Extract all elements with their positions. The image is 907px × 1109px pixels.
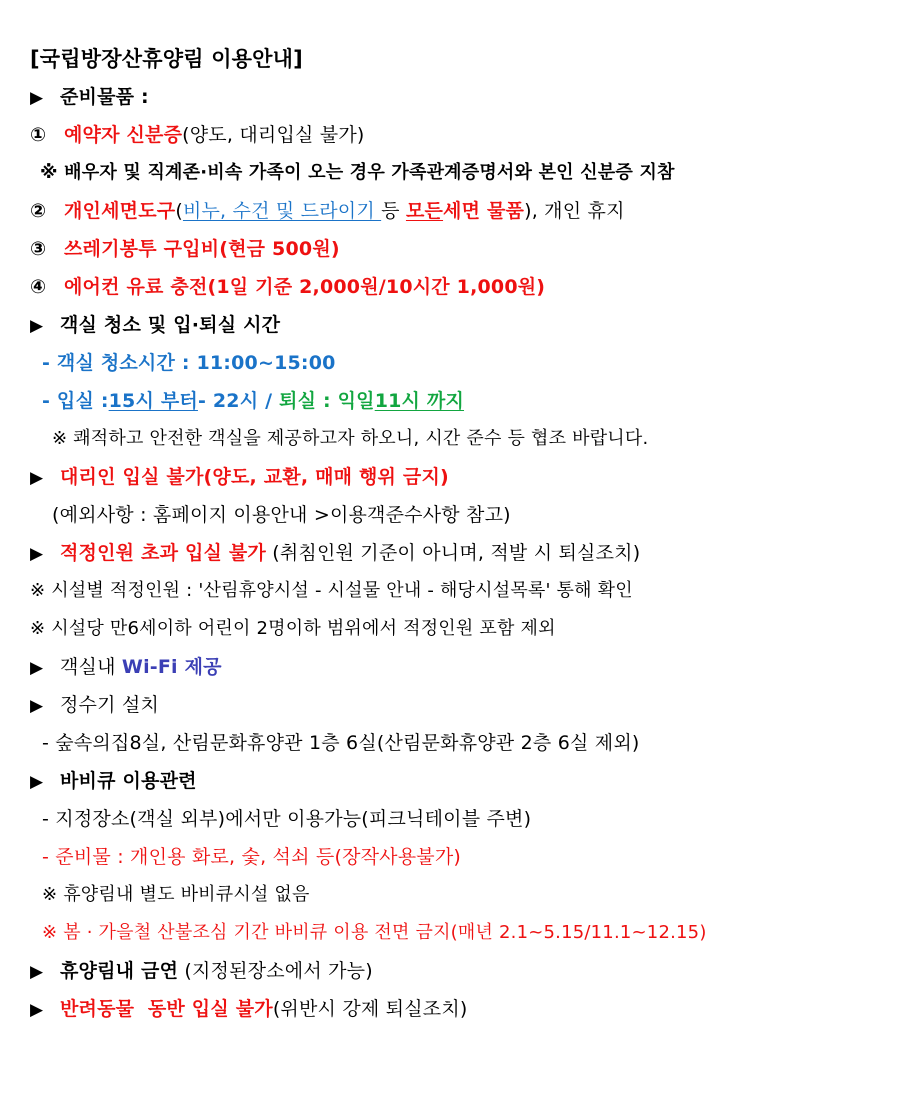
checkout-label: 퇴실 : 익일 — [279, 390, 375, 412]
water-header — [30, 686, 880, 724]
pets-line — [30, 990, 880, 1028]
bullet-triangle-icon: ▶ — [30, 772, 44, 792]
prep-item-2-strong2: 세면 물품 — [443, 200, 525, 222]
water-header-text: 정수기 설치 — [60, 694, 160, 716]
capacity-note-1: ※ 시설별 적정인원 : '산림휴양시설 - 시설물 안내 - 해당시설목록' 통해 확인 — [30, 580, 633, 601]
room-clean-time: - 객실 청소시간 : 11:00~15:00 — [42, 352, 336, 374]
water-detail: - 숲속의집8실, 산림문화휴양관 1층 6실(산림문화휴양관 2층 6실 제외) — [42, 732, 640, 754]
notice-document — [30, 40, 880, 1028]
circled-number-4: ④ — [30, 276, 47, 298]
checkin-label: - 입실 : — [42, 390, 109, 412]
prep-item-1 — [30, 116, 880, 154]
bullet-triangle-icon: ▶ — [30, 316, 44, 336]
checkin-end: - 22시 / — [197, 390, 280, 412]
room-checkin-time — [30, 382, 880, 420]
bullet-triangle-icon: ▶ — [30, 468, 44, 488]
capacity-header — [30, 534, 880, 572]
capacity-header-rest: (취침인원 기준이 아니며, 적발 시 퇴실조치) — [266, 542, 641, 564]
bullet-triangle-icon: ▶ — [30, 962, 44, 982]
capacity-note-2: ※ 시설당 만6세이하 어린이 2명이하 범위에서 적정인원 포함 제외 — [30, 618, 556, 639]
wifi-strong: Wi-Fi 제공 — [121, 656, 222, 678]
bbq-line-4: ※ 봄 · 가을철 산불조심 기간 바비큐 이용 전면 금지(매년 2.1~5.15/11.1~12.15) — [42, 922, 707, 943]
room-header-text: 객실 청소 및 입·퇴실 시간 — [60, 314, 281, 336]
prep-item-3 — [30, 230, 880, 268]
proxy-header-text: 대리인 입실 불가(양도, 교환, 매매 행위 금지) — [60, 466, 449, 488]
bbq-header-text: 바비큐 이용관련 — [60, 770, 197, 792]
circled-number-3: ③ — [30, 238, 47, 260]
prep-header-text: 준비물품 : — [60, 86, 149, 108]
pets-strong: 반려동물 동반 입실 불가 — [60, 998, 273, 1020]
wifi-line — [30, 648, 880, 686]
bullet-triangle-icon: ▶ — [30, 544, 44, 564]
checkout-time: 11시 까지 — [374, 390, 465, 412]
checkin-start: 15시 부터 — [108, 390, 198, 412]
prep-item-2-mid: 등 — [381, 200, 406, 222]
prep-item-1-note: ※ 배우자 및 직계존·비속 가족이 오는 경우 가족관계증명서와 본인 신분증 지참 — [40, 162, 675, 183]
pets-rest: (위반시 강제 퇴실조치) — [272, 998, 468, 1020]
prep-item-2-blue: 비누, 수건 및 드라이기 — [182, 200, 382, 222]
smoking-rest: (지정된장소에서 가능) — [178, 960, 373, 982]
smoking-line — [30, 952, 880, 990]
room-header — [30, 306, 880, 344]
proxy-exception: (예외사항 : 홈페이지 이용안내 >이용객준수사항 참고) — [52, 504, 511, 526]
prep-item-3-strong: 쓰레기봉투 구입비(현금 500원) — [64, 238, 340, 260]
bullet-triangle-icon: ▶ — [30, 88, 44, 108]
bullet-triangle-icon: ▶ — [30, 1000, 44, 1020]
bbq-header — [30, 762, 880, 800]
prep-item-2-strong: 개인세면도구 — [64, 200, 176, 222]
bullet-triangle-icon: ▶ — [30, 658, 44, 678]
room-note: ※ 쾌적하고 안전한 객실을 제공하고자 하오니, 시간 준수 등 협조 바랍니다. — [52, 428, 649, 449]
prep-item-4-strong: 에어컨 유료 충전(1일 기준 2,000원/10시간 1,000원) — [64, 276, 546, 298]
prep-item-1-strong: 예약자 신분증 — [64, 124, 183, 146]
proxy-header — [30, 458, 880, 496]
wifi-pre: 객실내 — [60, 656, 122, 678]
bbq-line-3: ※ 휴양림내 별도 바비큐시설 없음 — [42, 884, 310, 905]
capacity-header-text: 적정인원 초과 입실 불가 — [60, 542, 266, 564]
bbq-line-1: - 지정장소(객실 외부)에서만 이용가능(피크닉테이블 주변) — [42, 808, 532, 830]
circled-number-2: ② — [30, 200, 47, 222]
prep-item-2-rest: ), 개인 휴지 — [524, 200, 625, 222]
prep-item-1-rest: (양도, 대리입실 불가) — [182, 124, 365, 146]
bullet-triangle-icon: ▶ — [30, 696, 44, 716]
prep-item-2-strong2-underlined: 모든 — [405, 200, 444, 222]
circled-number-1: ① — [30, 124, 47, 146]
smoking-strong: 휴양림내 금연 — [60, 960, 179, 982]
page-title: [국립방장산휴양림 이용안내] — [30, 47, 303, 71]
bbq-line-2: - 준비물 : 개인용 화로, 숯, 석쇠 등(장작사용불가) — [42, 846, 462, 868]
prep-item-2 — [30, 192, 880, 230]
prep-item-4 — [30, 268, 880, 306]
prep-item-2-paren: ( — [175, 200, 183, 222]
prep-header — [30, 78, 880, 116]
